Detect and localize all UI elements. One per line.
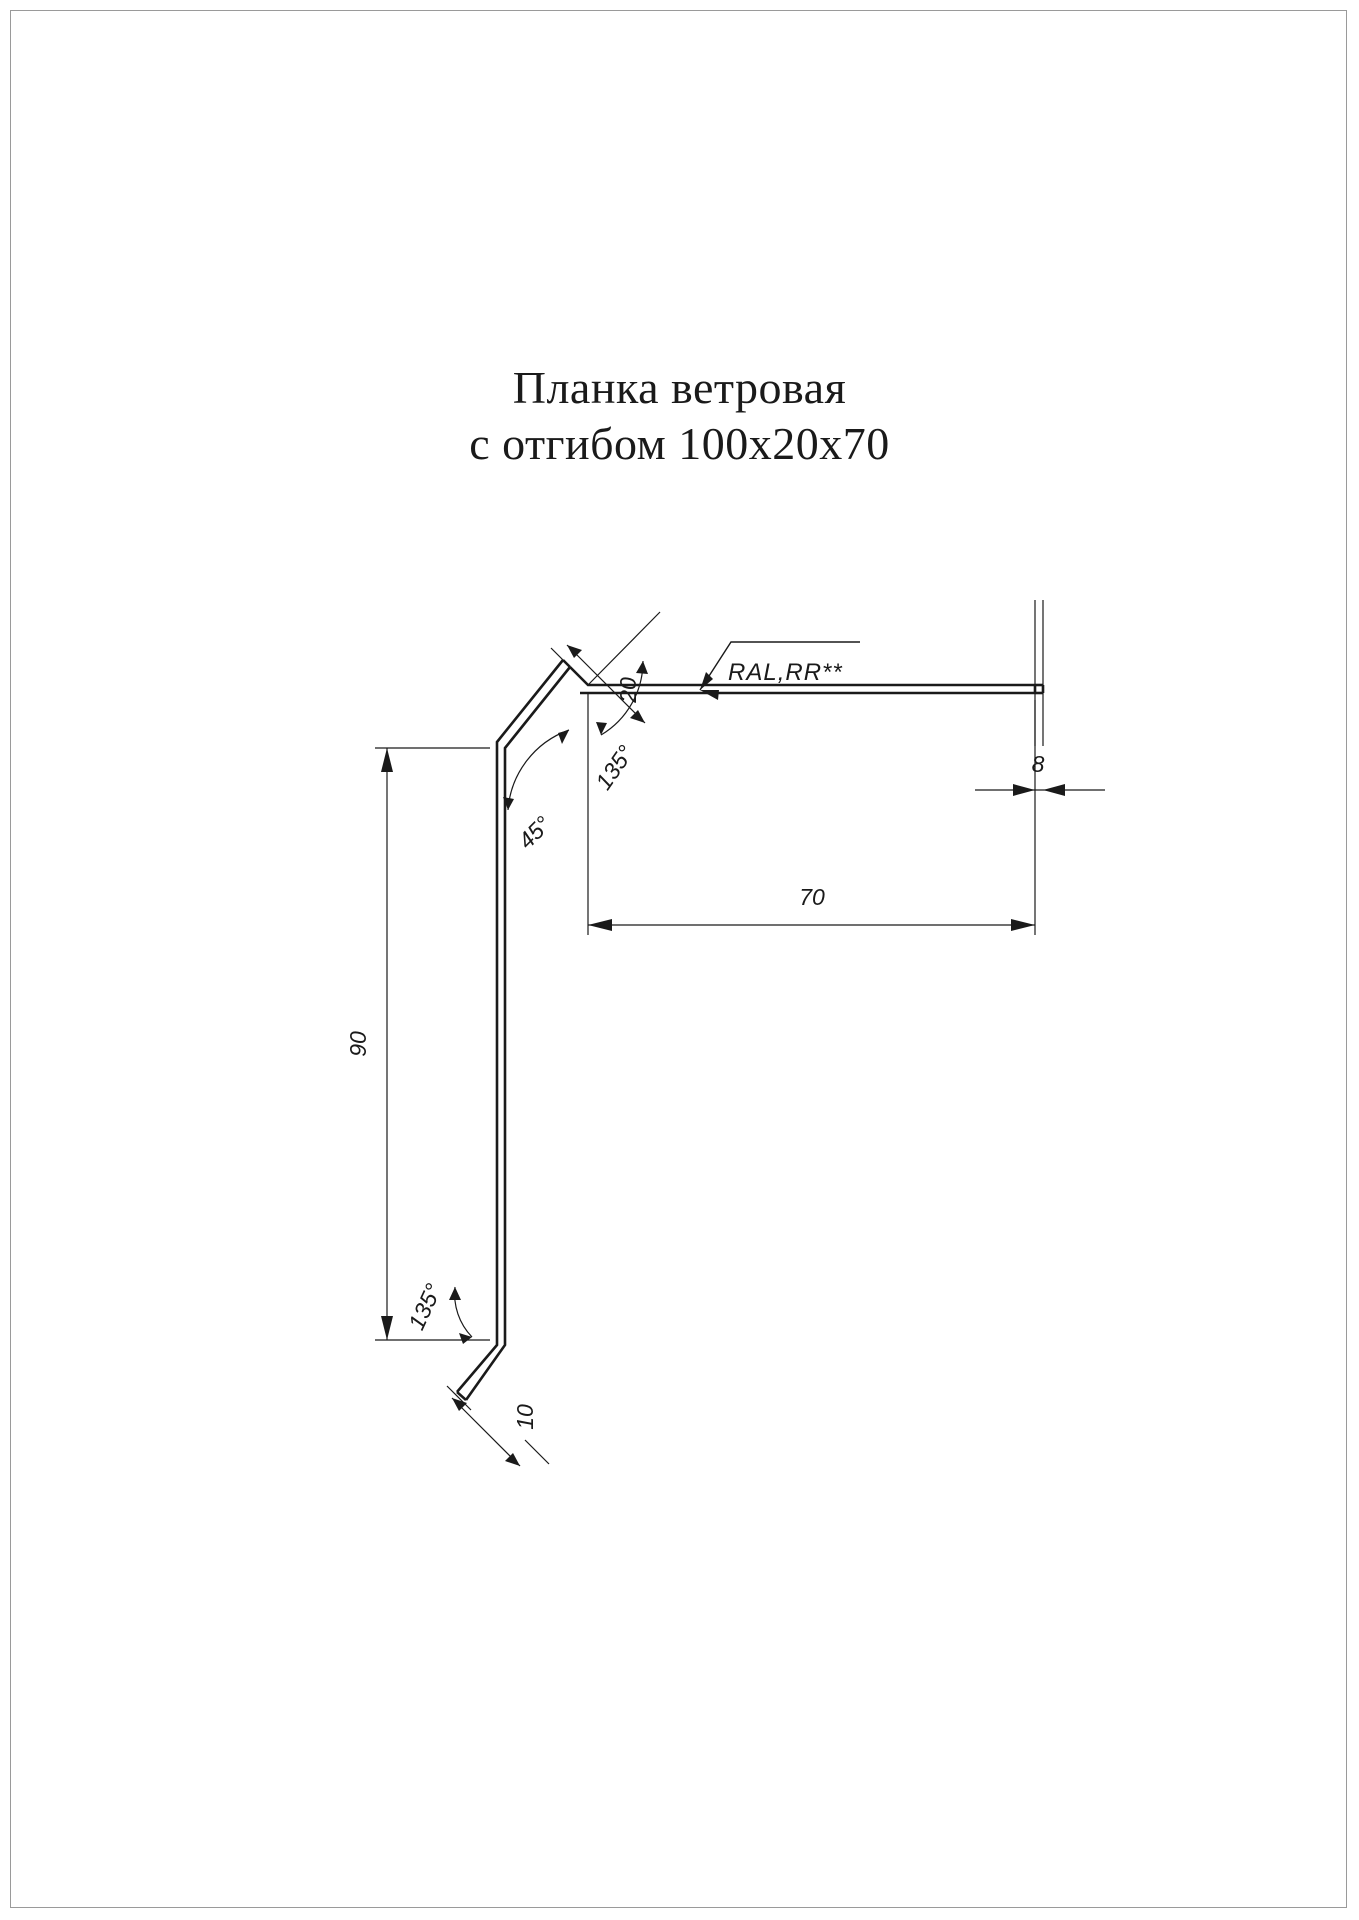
arrow-20-end: [630, 710, 645, 723]
outline-top-flange-cap: [563, 660, 570, 667]
angle-lower-135: [449, 1287, 472, 1344]
ext-line-10-b: [525, 1440, 549, 1464]
dim-label-20: 20: [615, 677, 641, 703]
angle-arrow-135-upper-a: [636, 661, 648, 674]
dim-label-8: 8: [1031, 751, 1045, 777]
arrow-90-a: [381, 748, 393, 772]
title-line-2: с отгибом 100x20x70: [469, 418, 890, 470]
arrow-90-b: [381, 1316, 393, 1340]
dim-label-90: 90: [345, 1031, 371, 1057]
leader-arrow: [700, 690, 719, 700]
leader-arrowhead: [700, 672, 713, 690]
dimension-face-90: [375, 748, 490, 1340]
material-label: RAL,RR**: [728, 659, 843, 686]
angle-label-45: 45°: [512, 810, 556, 854]
title-line-1: Планка ветровая: [512, 362, 847, 413]
arrow-70-a: [588, 919, 612, 931]
arrow-8-b: [1043, 784, 1065, 796]
angle-arrow-135-lower-a: [449, 1287, 461, 1300]
angle-label-135-upper: 135°: [590, 740, 639, 795]
dim-line-10: [452, 1398, 520, 1466]
arrow-20-start: [567, 645, 582, 658]
outline-bottom-hem-cap: [457, 1392, 466, 1400]
dimension-top-flange: [551, 612, 660, 741]
angle-arrow-45-b: [558, 730, 569, 744]
ext-line-20-b: [588, 612, 660, 685]
arrow-10-b: [505, 1453, 520, 1466]
outline-left-outer: [457, 660, 563, 1392]
profile-outline: [457, 660, 1043, 1400]
dim-label-70: 70: [799, 884, 825, 910]
dim-label-10: 10: [512, 1404, 538, 1430]
outline-left-inner: [466, 667, 570, 1400]
angle-arc-45: [508, 730, 569, 810]
arrow-70-b: [1011, 919, 1035, 931]
angle-45: [503, 730, 569, 810]
angle-arrow-135-upper-b: [596, 722, 607, 735]
arrow-8-a: [1013, 784, 1035, 796]
angle-label-135-lower: 135°: [402, 1279, 447, 1334]
ext-line-20-a: [551, 648, 563, 660]
